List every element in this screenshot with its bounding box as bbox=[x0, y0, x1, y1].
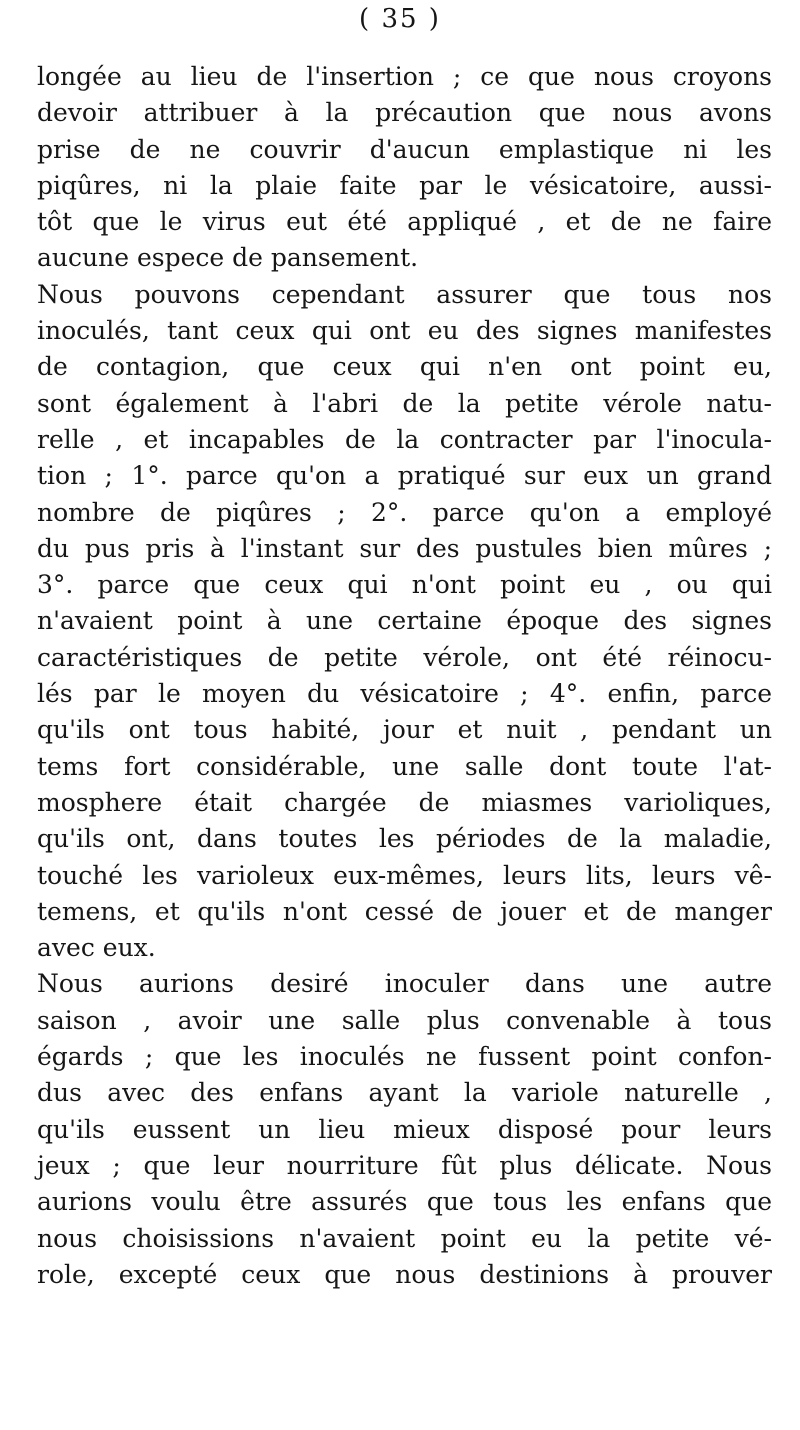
text-line: jeux ; que leur nourriture fût plus délicate. Nous bbox=[37, 1150, 772, 1180]
text-line: 3°. parce que ceux qui n'ont point eu , ou qui bbox=[37, 570, 772, 600]
text-line: aurions voulu être assurés que tous les enfans que bbox=[37, 1187, 772, 1217]
text-line: role, excepté ceux que nous destinions à prouver bbox=[37, 1259, 772, 1289]
text-line: égards ; que les inoculés ne fussent point confon- bbox=[37, 1042, 772, 1072]
text-line: n'avaient point à une certaine époque des signes bbox=[37, 606, 772, 636]
text-line: nous choisissions n'avaient point eu la petite vé- bbox=[37, 1223, 772, 1253]
text-line: qu'ils ont, dans toutes les périodes de la maladie, bbox=[37, 824, 772, 854]
text-line: Nous pouvons cependant assurer que tous nos bbox=[37, 279, 772, 309]
text-line: Nous aurions desiré inoculer dans une autre bbox=[37, 969, 772, 999]
text-line: touché les varioleux eux-mêmes, leurs lits, leurs vê- bbox=[37, 860, 772, 890]
text-line: du pus pris à l'instant sur des pustules bien mûres ; bbox=[37, 533, 772, 563]
text-line: caractéristiques de petite vérole, ont été réinocu- bbox=[37, 642, 772, 672]
page-number: ( 35 ) bbox=[359, 4, 441, 34]
text-line: dus avec des enfans ayant la variole naturelle , bbox=[37, 1078, 772, 1108]
paragraph-end-line: aucune espece de pansement. bbox=[37, 243, 419, 273]
text-line: lés par le moyen du vésicatoire ; 4°. enfin, parce bbox=[37, 679, 772, 709]
text-line: longée au lieu de l'insertion ; ce que nous croyons bbox=[37, 62, 772, 91]
text-line: tôt que le virus eut été appliqué , et de ne faire bbox=[37, 207, 772, 237]
text-line: saison , avoir une salle plus convenable à tous bbox=[37, 1005, 772, 1035]
text-line: relle , et incapables de la contracter par l'inocula- bbox=[37, 424, 772, 454]
text-line: piqûres, ni la plaie faite par le vésicatoire, aussi- bbox=[37, 170, 772, 200]
text-line: inoculés, tant ceux qui ont eu des signes manifestes bbox=[37, 316, 772, 346]
paragraph-end-line: avec eux. bbox=[37, 933, 156, 963]
text-line: nombre de piqûres ; 2°. parce qu'on a employé bbox=[37, 497, 772, 527]
text-line: qu'ils eussent un lieu mieux disposé pour leurs bbox=[37, 1114, 772, 1144]
text-line: tion ; 1°. parce qu'on a pratiqué sur eux un grand bbox=[37, 461, 772, 491]
text-line: qu'ils ont tous habité, jour et nuit , pendant un bbox=[37, 715, 772, 745]
text-line: mosphere était chargée de miasmes varioliques, bbox=[37, 787, 772, 817]
text-line: temens, et qu'ils n'ont cessé de jouer et de manger bbox=[37, 896, 772, 926]
text-line: prise de ne couvrir d'aucun emplastique ni les bbox=[37, 134, 772, 164]
text-line: de contagion, que ceux qui n'en ont point eu, bbox=[37, 352, 772, 382]
text-line: devoir attribuer à la précaution que nous avons bbox=[37, 98, 772, 128]
body-text bbox=[37, 59, 772, 1293]
text-line: tems fort considérable, une salle dont toute l'at- bbox=[37, 751, 772, 781]
text-line: sont également à l'abri de la petite vérole natu- bbox=[37, 388, 772, 418]
